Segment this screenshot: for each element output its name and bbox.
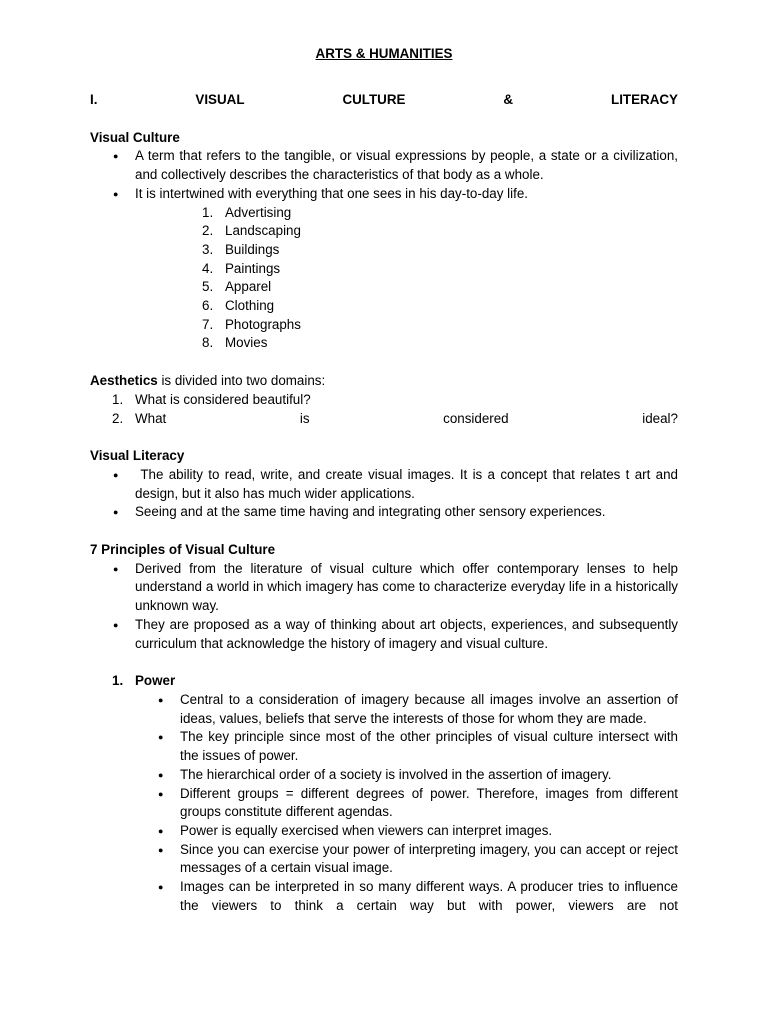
example-item: 3. Buildings: [202, 241, 280, 257]
bullet-item: ● Central to a consideration of imagery because all images involve an assertion of ideas, values, beliefs that serve the interests of those for whom they are made.: [90, 691, 678, 728]
domain-item: 2. What is considered ideal?: [90, 410, 678, 429]
aesthetics-intro-text: is divided into two domains:: [157, 373, 326, 389]
bullet-item: ● The key principle since most of the other principles of visual culture intersect with the issues of power.: [90, 728, 678, 765]
bullet-text: It is intertwined with everything that one sees in his day-to-day life.: [135, 185, 528, 201]
principles-heading: 7 Principles of Visual Culture: [90, 542, 276, 558]
bullet-item: ● Seeing and at the same time having and integrating other sensory experiences.: [90, 503, 678, 522]
section-heading-word: &: [503, 92, 514, 107]
section-heading-word: LITERACY: [611, 92, 678, 107]
principle-power-heading: 1. Power: [112, 673, 176, 689]
bullet-item: ● Since you can exercise your power of interpreting imagery, you can accept or reject messages of a certain visual image.: [90, 841, 678, 878]
bullet-item: ● They are proposed as a way of thinking about art objects, experiences, and subsequently curriculum that acknowledge the history of imagery and visual culture.: [90, 616, 678, 653]
principles-bullets: [90, 560, 678, 654]
bullet-item: ● The ability to read, write, and create visual images. It is a concept that relates t art and design, but it also has much wider applications.: [90, 466, 678, 503]
example-item: 4. Paintings: [202, 260, 281, 276]
bullet-item: ● Different groups = different degrees of power. Therefore, images from different groups constitute different agendas.: [90, 785, 678, 822]
bullet-item: ● Images can be interpreted in so many different ways. A producer tries to influence the viewers to think a certain way but with power, viewers are not: [90, 878, 678, 915]
bullet-item: ● Derived from the literature of visual culture which offer contemporary lenses to help understand a world in which imagery has come to characterize everyday life in a historically unknown way.: [90, 560, 678, 616]
example-item: 1. Advertising: [202, 204, 292, 220]
visual-literacy-bullets: [90, 466, 682, 522]
example-item: 5. Apparel: [202, 279, 272, 295]
example-item: 8. Movies: [202, 335, 268, 351]
section-heading: [90, 91, 678, 110]
section-heading-word: CULTURE: [342, 92, 406, 107]
bullet-item: [90, 185, 678, 353]
aesthetics-intro: [90, 372, 678, 391]
section-roman-numeral: I.: [90, 92, 98, 107]
aesthetics-domains: [90, 391, 678, 428]
document-title: ARTS & HUMANITIES: [315, 46, 453, 61]
visual-culture-examples: [135, 204, 678, 354]
example-item: 2. Landscaping: [202, 223, 301, 239]
visual-literacy-heading: Visual Literacy: [90, 448, 185, 464]
document-page: [90, 44, 682, 915]
bullet-item: ● The hierarchical order of a society is involved in the assertion of imagery.: [90, 766, 678, 785]
domain-item: 1. What is considered beautiful?: [112, 391, 311, 407]
visual-culture-heading: Visual Culture: [90, 129, 180, 145]
visual-culture-bullets: [90, 147, 678, 353]
section-heading-word: VISUAL: [195, 92, 245, 107]
bullet-item: ● Power is equally exercised when viewers can interpret images.: [90, 822, 678, 841]
example-item: 7. Photographs: [202, 316, 301, 332]
example-item: 6. Clothing: [202, 298, 275, 314]
domain-item-spread-text: What is considered ideal?: [135, 410, 678, 426]
power-bullets: [90, 691, 678, 915]
aesthetics-term: Aesthetics: [90, 373, 158, 389]
bullet-item: ● A term that refers to the tangible, or visual expressions by people, a state or a civilization, and collectively describes the characteristics of that body as a whole.: [90, 147, 678, 184]
